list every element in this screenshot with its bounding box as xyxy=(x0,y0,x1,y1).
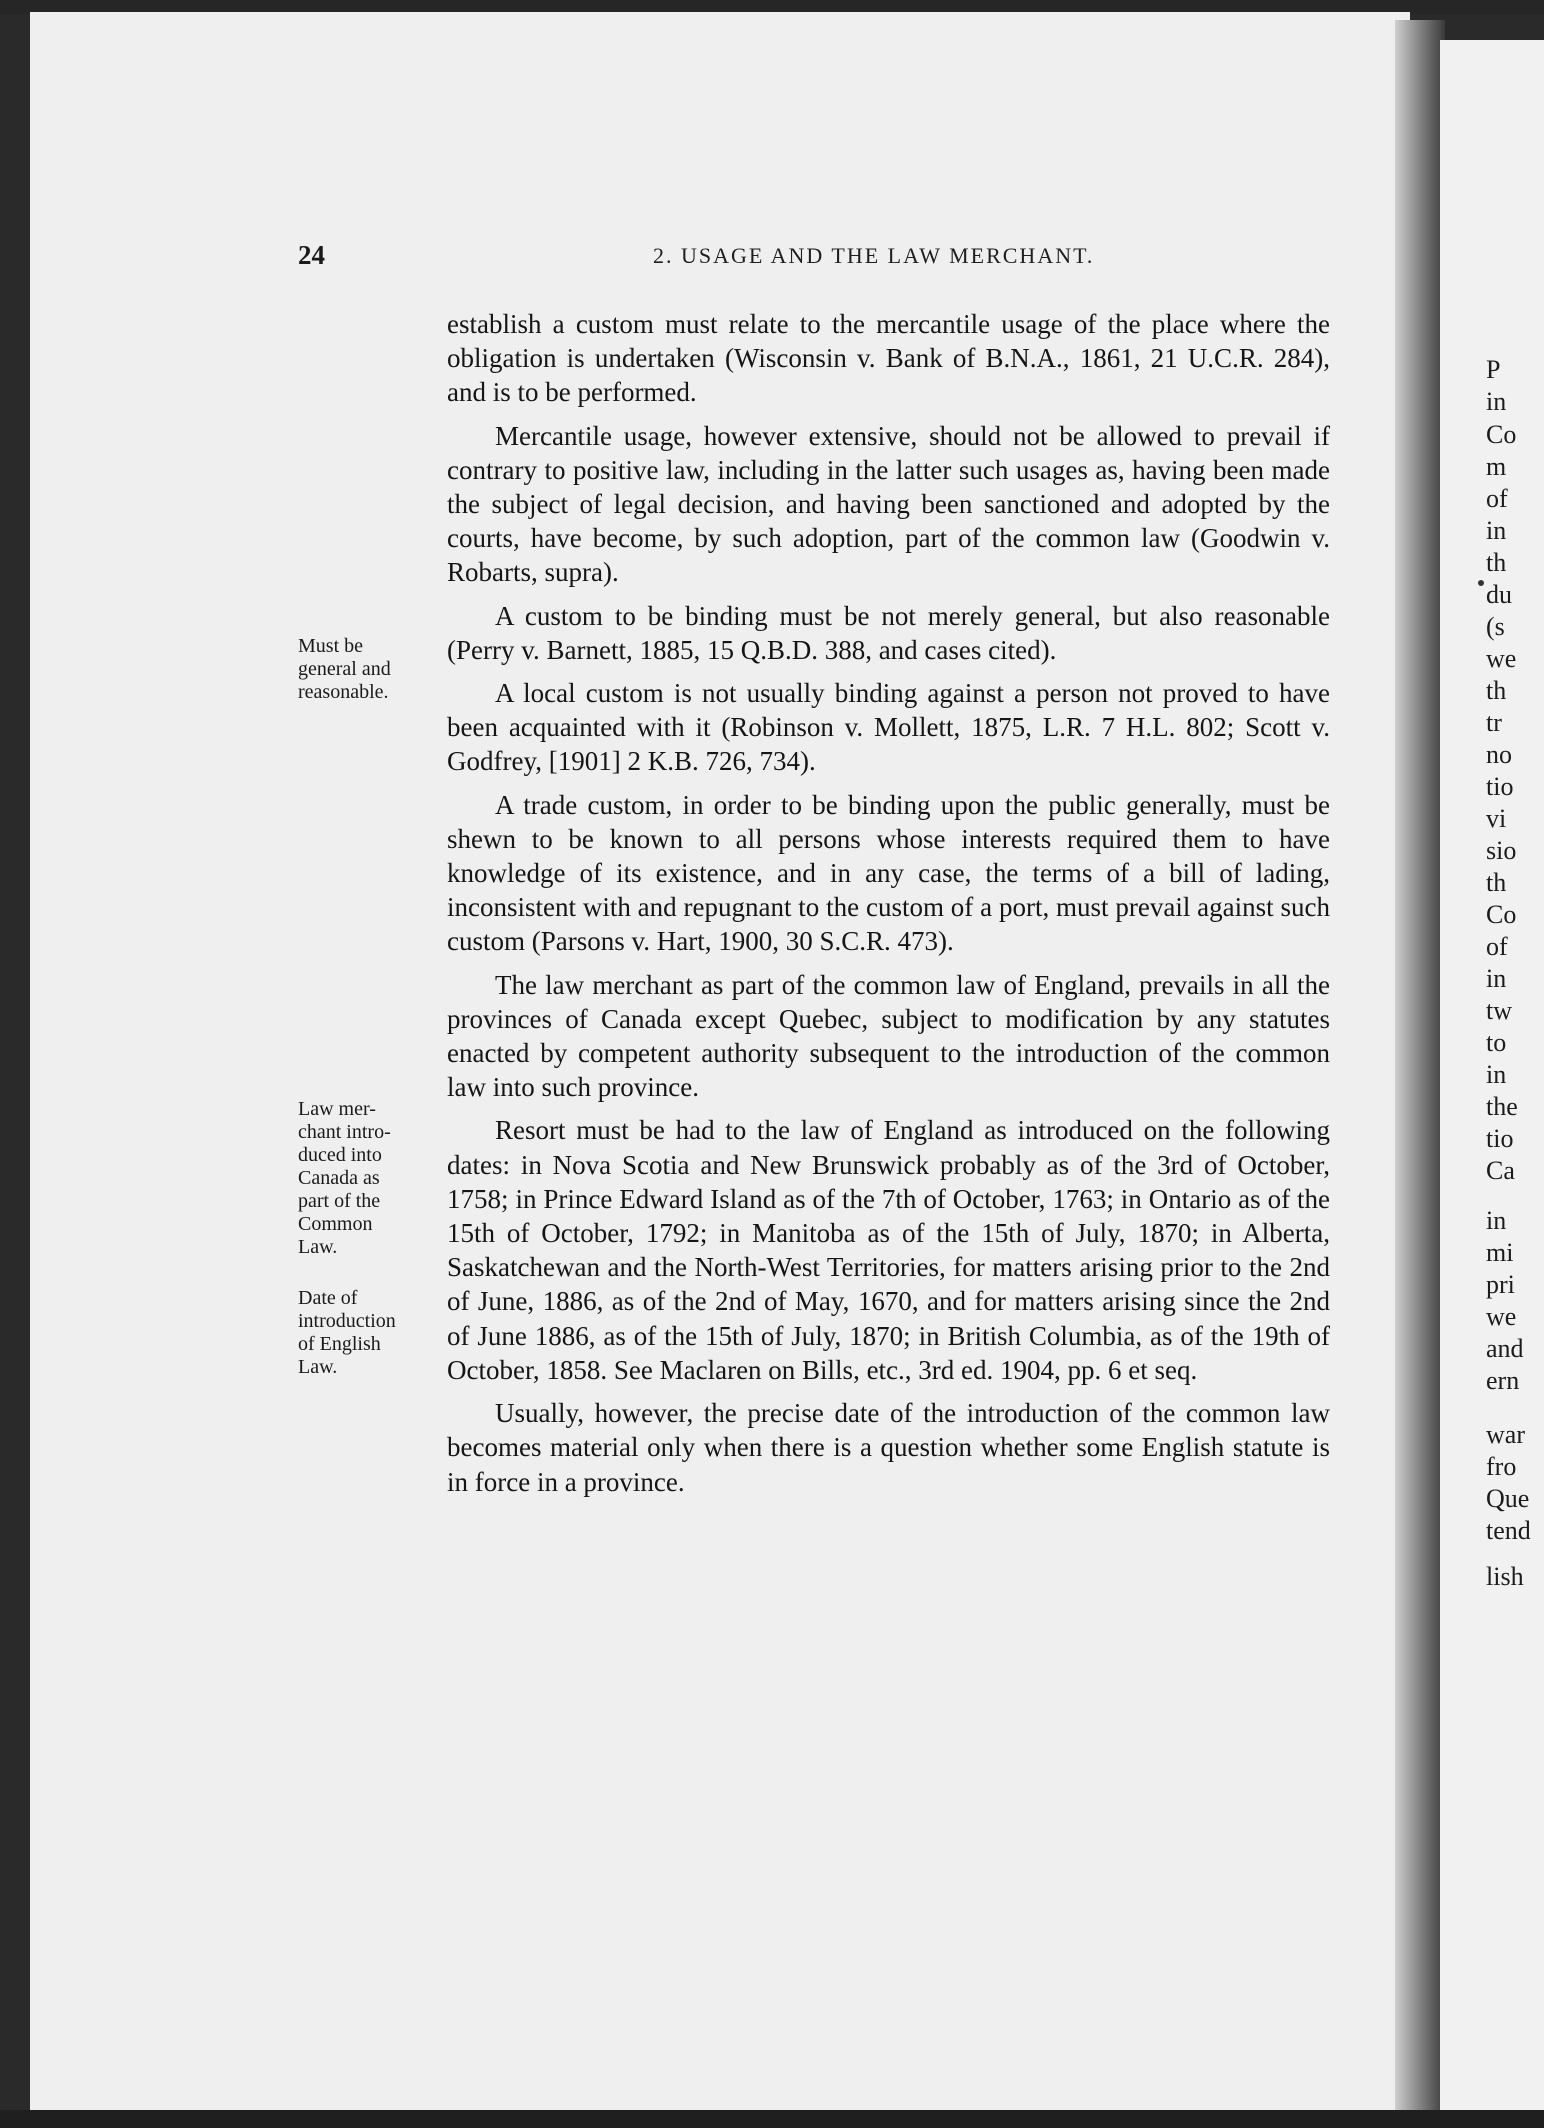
fragment-line: ern xyxy=(1486,1366,1520,1395)
fragment-line: tio xyxy=(1486,772,1514,801)
fragment-line: in xyxy=(1486,516,1507,545)
page-number: 24 xyxy=(298,240,325,270)
fragment-line: m xyxy=(1486,452,1507,481)
fragment-line: Que xyxy=(1486,1484,1530,1513)
fragment-line: vi xyxy=(1486,804,1507,833)
fragment-line: lish xyxy=(1486,1562,1524,1591)
fragment-line: tw xyxy=(1486,996,1512,1025)
fragment-line: war xyxy=(1486,1420,1525,1449)
side-note-line: Canada as xyxy=(298,1167,380,1189)
paragraph: A trade custom, in order to be binding upon the public generally, must be shewn to be known to all persons whose interests required them to have knowledge of its existence, and in any case, the terms of a bill of lading, inconsistent with and repugnant to the custom of a port, must prevail against such custom (Parsons v. Hart, 1900, 30 S.C.R. 473). xyxy=(447,789,1330,957)
fragment-line: P xyxy=(1486,355,1501,384)
book-gutter xyxy=(1395,20,1445,2115)
side-note-line: Law. xyxy=(298,1356,338,1378)
side-note-line: general and xyxy=(298,658,391,680)
fragment-line: th xyxy=(1486,676,1507,705)
fragment-line: sio xyxy=(1486,836,1517,865)
paragraph: A local custom is not usually binding against a person not proved to have been acquainted with it (Robinson v. Mollett, 1875, L.R. 7 H.L. 802; Scott v. Godfrey, [1901] 2 K.B. 726, 734). xyxy=(447,678,1330,777)
fragment-line: Ca xyxy=(1486,1156,1515,1185)
fragment-line: th xyxy=(1486,868,1507,897)
paragraph: The law merchant as part of the common law of England, prevails in all the provinces of Canada except Quebec, subject to modification by any statutes enacted by competent authority subsequent to the introduction of the common law into such province. xyxy=(447,969,1330,1103)
paragraph: A custom to be binding must be not merely general, but also reasonable (Perry v. Barnett, 1885, 15 Q.B.D. 388, and cases cited). xyxy=(447,600,1330,665)
side-note-line: Common xyxy=(298,1213,373,1235)
side-note-date-introduction xyxy=(298,1287,438,1379)
side-note-line: Law mer- xyxy=(298,1098,376,1120)
side-note-line: of English xyxy=(298,1333,381,1355)
fragment-line: of xyxy=(1486,932,1508,961)
paragraph: establish a custom must relate to the mercantile usage of the place where the obligation is undertaken (Wisconsin v. Bank of B.N.A., 1861, 21 U.C.R. 284), and is to be performed. xyxy=(447,309,1330,408)
side-note-line: chant intro- xyxy=(298,1121,391,1143)
side-note-line: Date of xyxy=(298,1287,358,1309)
right-page-edge xyxy=(1440,40,1544,2115)
body-text xyxy=(447,307,1330,1499)
fragment-line: Co xyxy=(1486,420,1517,449)
side-note-law-merchant xyxy=(298,1098,438,1259)
fragment-line: Co xyxy=(1486,900,1517,929)
side-note-line: reasonable. xyxy=(298,681,389,703)
side-note-general-reasonable xyxy=(298,635,438,704)
side-note-line: duced into xyxy=(298,1144,382,1166)
bottom-scan-border xyxy=(0,2110,1544,2128)
fragment-line: and xyxy=(1486,1334,1524,1363)
fragment-line: in xyxy=(1486,1206,1507,1235)
fragment-line: in xyxy=(1486,964,1507,993)
fragment-line: no xyxy=(1486,740,1512,769)
fragment-line: of xyxy=(1486,484,1508,513)
fragment-line: in xyxy=(1486,1060,1507,1089)
side-note-line: Must be xyxy=(298,635,363,657)
fragment-line: to xyxy=(1486,1028,1507,1057)
side-note-line: part of the xyxy=(298,1190,381,1212)
fragment-line: the xyxy=(1486,1092,1518,1121)
paragraph: Usually, however, the precise date of the introduction of the common law becomes material only when there is a question whether some English statute is in force in a province. xyxy=(447,1398,1330,1497)
fragment-line: we xyxy=(1486,1302,1517,1331)
fragment-line: (s xyxy=(1486,612,1505,641)
fragment-line: tio xyxy=(1486,1124,1514,1153)
side-note-line: introduction xyxy=(298,1310,396,1332)
fragment-line: tr xyxy=(1486,708,1502,737)
fragment-line: we xyxy=(1486,644,1517,673)
running-head xyxy=(298,240,1330,280)
paragraph: Mercantile usage, however extensive, should not be allowed to prevail if contrary to positive law, including in the latter such usages as, having been made the subject of legal decision, and having been sanctioned and adopted by the courts, have become, by such adoption, part of the common law (Goodwin v. Robarts, supra). xyxy=(447,420,1330,588)
fragment-line: tend xyxy=(1486,1516,1531,1545)
fragment-line: th xyxy=(1486,548,1507,577)
chapter-title: 2. USAGE AND THE LAW MERCHANT. xyxy=(653,243,1095,268)
fragment-line: pri xyxy=(1486,1270,1515,1299)
paragraph: Resort must be had to the law of England as introduced on the following dates: in Nova Scotia and New Brunswick probably as of the 3rd of October, 1758; in Prince Edward Island as of the 7th of October, 1763; in Ontario as of the 15th of October, 1792; in Manitoba as of the 15th of July, 1870; in Alberta, Saskatchewan and the North-West Territories, for matters arising prior to the 2nd of June, 1886, as of the 2nd of May, 1670, and for matters arising since the 2nd of June 1886, as of the 15th of July, 1870; in British Columbia, as of the 19th of October, 1858. See Maclaren on Bills, etc., 3rd ed. 1904, pp. 6 et seq. xyxy=(447,1115,1330,1385)
fragment-line: mi xyxy=(1486,1238,1514,1267)
fragment-line: fro xyxy=(1486,1452,1517,1481)
side-note-line: Law. xyxy=(298,1236,338,1258)
ink-speck xyxy=(1478,580,1484,586)
fragment-line: in xyxy=(1486,387,1507,416)
fragment-line: du xyxy=(1486,580,1512,609)
